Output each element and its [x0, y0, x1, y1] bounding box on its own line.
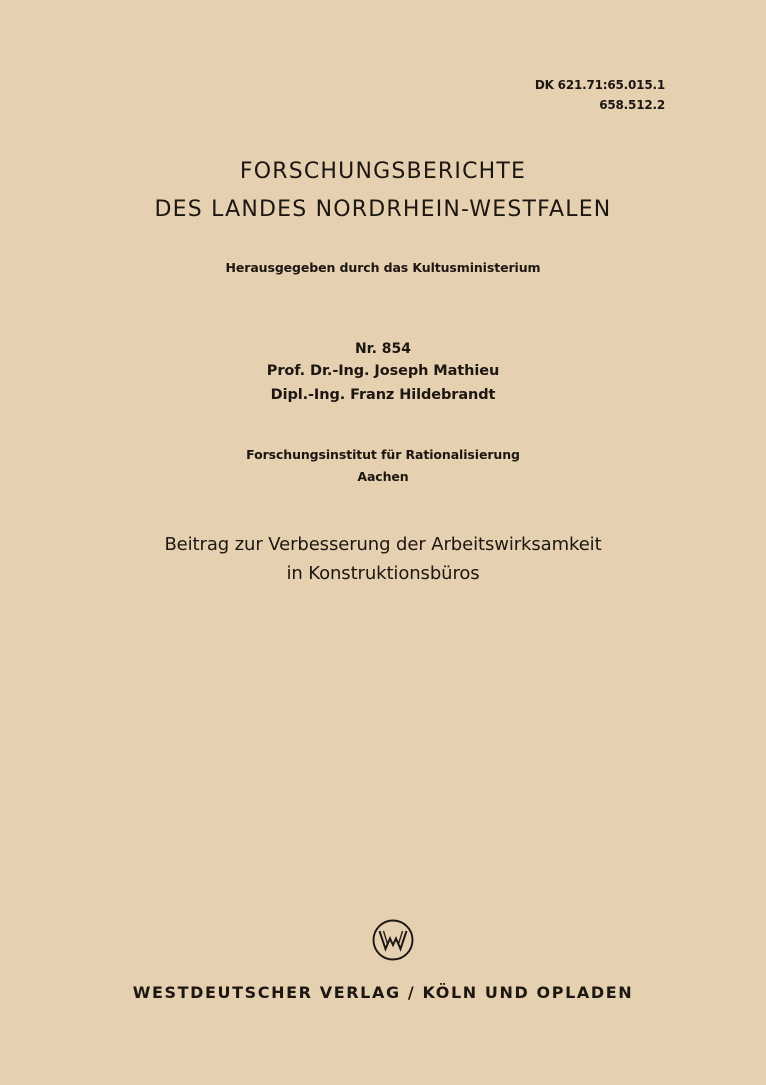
- series-title-line-1: FORSCHUNGSBERICHTE: [239, 159, 527, 184]
- dk-classification-line-2: 658.512.2: [599, 98, 665, 112]
- author-name: Dipl.-Ing. Franz Hildebrandt: [270, 387, 496, 403]
- dk-classification-line-1: DK 621.71:65.015.1: [534, 78, 665, 92]
- institute-city: Aachen: [357, 469, 409, 484]
- series-title-line-2: DES LANDES NORDRHEIN-WESTFALEN: [154, 197, 612, 222]
- dk-classification: [535, 75, 665, 115]
- author-list: [0, 359, 766, 407]
- institute-name: Forschungsinstitut für Rationalisierung: [246, 447, 520, 462]
- westdeutscher-verlag-w-logo-icon: [371, 918, 415, 962]
- institute: [0, 444, 766, 488]
- publisher-note: Herausgegeben durch das Kultusministerium: [225, 260, 541, 275]
- publisher-imprint: WESTDEUTSCHER VERLAG / KÖLN UND OPLADEN: [132, 983, 634, 1002]
- author-name: Prof. Dr.-Ing. Joseph Mathieu: [266, 363, 500, 379]
- work-title: [0, 530, 766, 588]
- series-title: [0, 153, 766, 229]
- work-title-line-1: Beitrag zur Verbesserung der Arbeitswirksamkeit: [164, 534, 602, 555]
- report-number: Nr. 854: [354, 341, 412, 357]
- work-title-line-2: in Konstruktionsbüros: [286, 563, 480, 584]
